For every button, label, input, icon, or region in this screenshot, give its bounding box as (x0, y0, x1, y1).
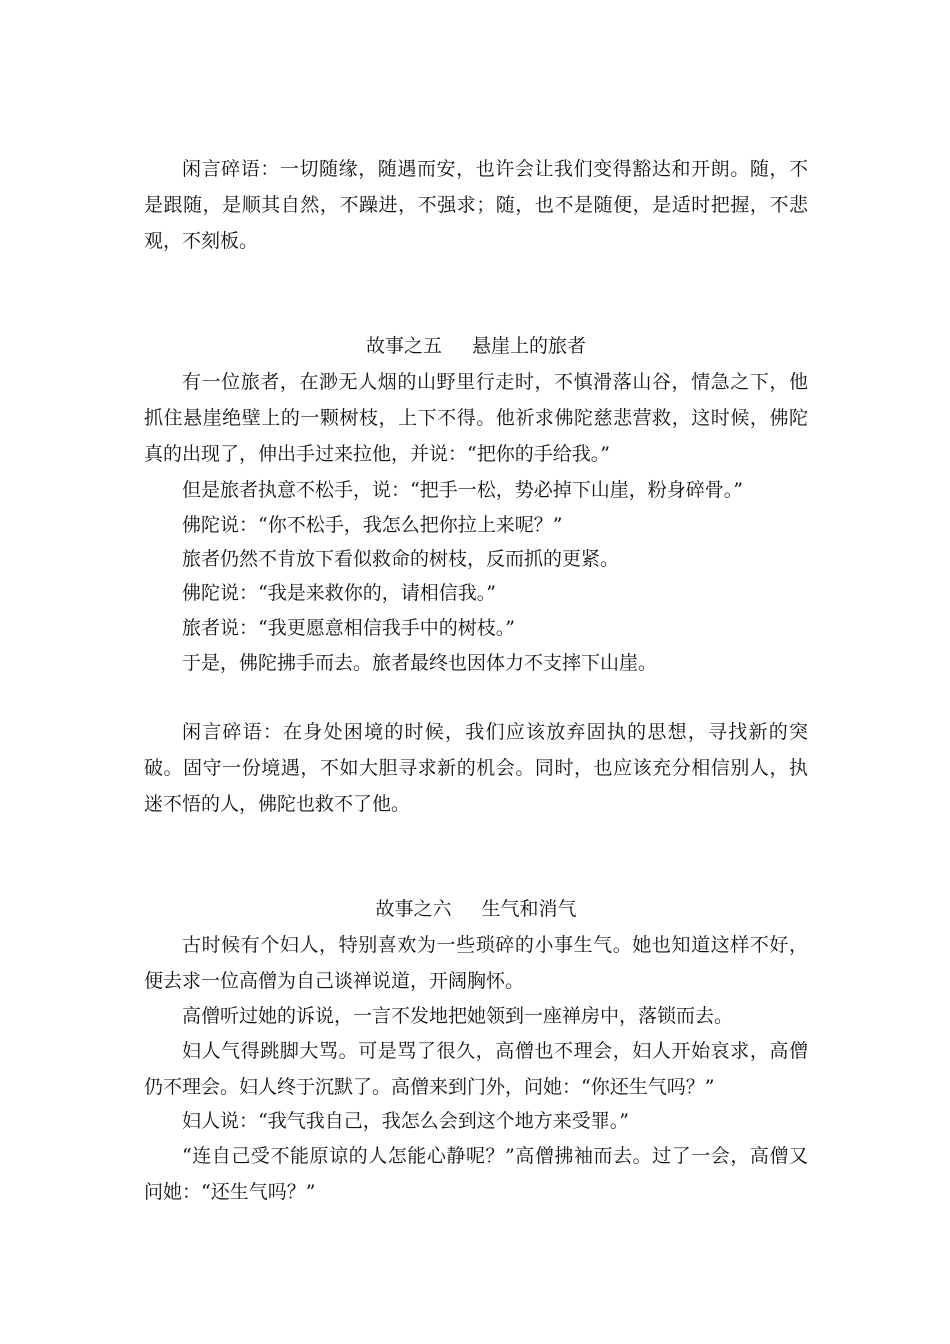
story6-number: 故事之六 (375, 898, 452, 920)
story5-paragraph-3: 佛陀说：“你不松手，我怎么把你拉上来呢？” (182, 514, 563, 536)
story5-paragraph-5: 佛陀说：“我是来救你的，请相信我。” (182, 582, 496, 604)
story6-paragraph-1: 古时候有个妇人，特别喜欢为一些琐碎的小事生气。她也知道这样不好，便去求一位高僧为自己谈禅说道，开阔胸怀。 (144, 934, 808, 992)
story5-paragraph-6: 旅者说：“我更愿意相信我手中的树枝。” (182, 617, 515, 639)
comment-paragraph-2: 闲言碎语：在身处困境的时候，我们应该放弃固执的思想，寻找新的突破。固守一份境遇，不如大胆寻求新的机会。同时，也应该充分相信别人，执迷不悟的人，佛陀也救不了他。 (144, 721, 808, 815)
story5-number: 故事之五 (365, 335, 442, 357)
story5-paragraph-2: 但是旅者执意不松手，说：“把手一松，势必掉下山崖，粉身碎骨。” (182, 479, 743, 501)
story5-title: 悬崖上的旅者 (472, 335, 587, 357)
story6-title: 生气和消气 (481, 898, 577, 920)
story6-paragraph-2: 高僧听过她的诉说，一言不发地把她领到一座禅房中，落锁而去。 (182, 1005, 734, 1027)
story5-heading (144, 328, 808, 364)
story5-paragraph-4: 旅者仍然不肯放下看似救命的树枝，反而抓的更紧。 (182, 548, 620, 570)
story5-paragraph-7: 于是，佛陀拂手而去。旅者最终也因体力不支摔下山崖。 (182, 652, 658, 674)
story5-paragraph-1: 有一位旅者，在渺无人烟的山野里行走时，不慎滑落山谷，情急之下，他抓住悬崖绝壁上的一颗树枝，上下不得。他祈求佛陀慈悲营救，这时候，佛陀真的出现了，伸出手过来拉他，并说：“把你的手给我。” (144, 371, 808, 465)
story6-paragraph-5: “连自己受不能原谅的人怎能心静呢？”高僧拂袖而去。过了一会，高僧又问她：“还生气吗？” (144, 1145, 808, 1203)
story6-heading (144, 891, 808, 927)
story6-paragraph-4: 妇人说：“我气我自己，我怎么会到这个地方来受罪。” (182, 1110, 629, 1132)
comment-paragraph-1: 闲言碎语：一切随缘，随遇而安，也许会让我们变得豁达和开朗。随，不是跟随，是顺其自然，不躁进，不强求；随，也不是随便，是适时把握，不悲观，不刻板。 (144, 158, 808, 252)
story6-paragraph-3: 妇人气得跳脚大骂。可是骂了很久，高僧也不理会，妇人开始哀求，高僧仍不理会。妇人终于沉默了。高僧来到门外，问她：“你还生气吗？” (144, 1040, 808, 1098)
